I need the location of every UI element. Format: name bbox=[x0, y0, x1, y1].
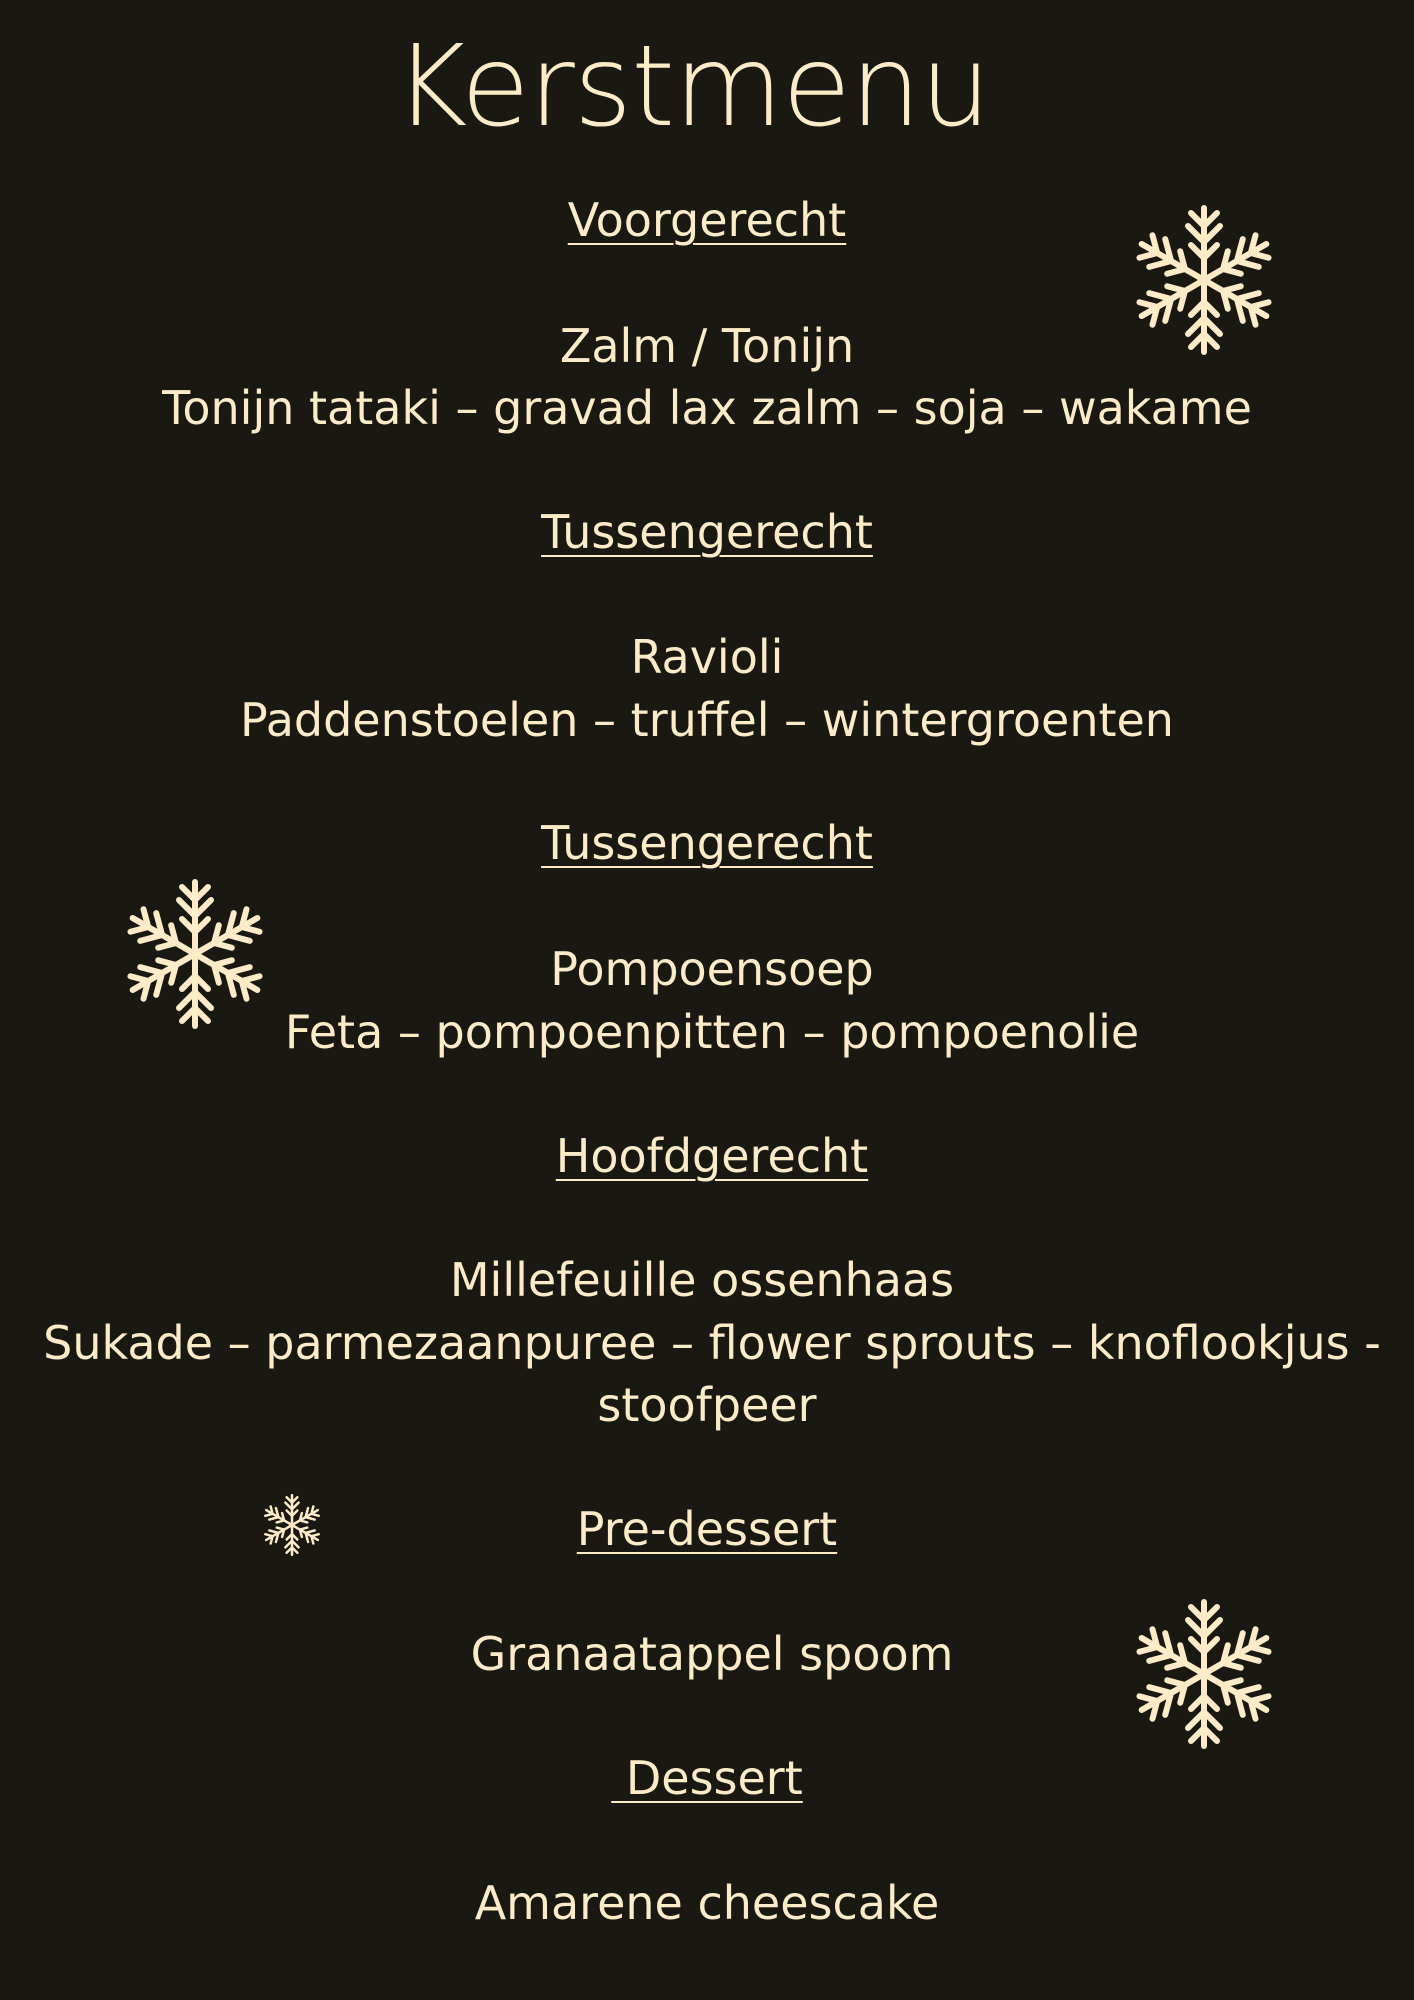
course-dish-pompoensoep: Pompoensoep bbox=[550, 942, 874, 996]
course-heading-voorgerecht: Voorgerecht bbox=[567, 193, 847, 247]
course-heading-hoofdgerecht: Hoofdgerecht bbox=[555, 1129, 869, 1183]
snowflake-icon bbox=[263, 1493, 321, 1557]
course-heading-tussengerecht-1: Tussengerecht bbox=[541, 505, 873, 559]
snowflake-icon bbox=[1134, 1598, 1274, 1750]
course-description-zalm-tonijn: Tonijn tataki – gravad lax zalm – soja – wakame bbox=[162, 381, 1252, 435]
course-description-millefeuille-line2: stoofpeer bbox=[597, 1378, 817, 1432]
course-description-millefeuille-line1: Sukade – parmezaanpuree – flower sprouts – knoflookjus - bbox=[43, 1316, 1381, 1370]
course-description-ravioli: Paddenstoelen – truffel – wintergroenten bbox=[240, 693, 1174, 747]
course-dish-zalm-tonijn: Zalm / Tonijn bbox=[559, 319, 855, 373]
menu-title: Kerstmenu bbox=[393, 22, 991, 152]
course-heading-pre-dessert: Pre-dessert bbox=[576, 1502, 838, 1556]
course-dish-amarene: Amarene cheescake bbox=[474, 1876, 940, 1930]
course-description-pompoensoep: Feta – pompoenpitten – pompoenolie bbox=[284, 1005, 1140, 1059]
course-dish-millefeuille: Millefeuille ossenhaas bbox=[449, 1253, 955, 1307]
course-heading-dessert: Dessert bbox=[611, 1751, 803, 1805]
course-dish-granaatappel: Granaatappel spoom bbox=[470, 1627, 954, 1681]
course-heading-tussengerecht-2: Tussengerecht bbox=[541, 816, 873, 870]
snowflake-icon bbox=[125, 878, 265, 1030]
course-dish-ravioli: Ravioli bbox=[630, 630, 784, 684]
snowflake-icon bbox=[1134, 204, 1274, 356]
